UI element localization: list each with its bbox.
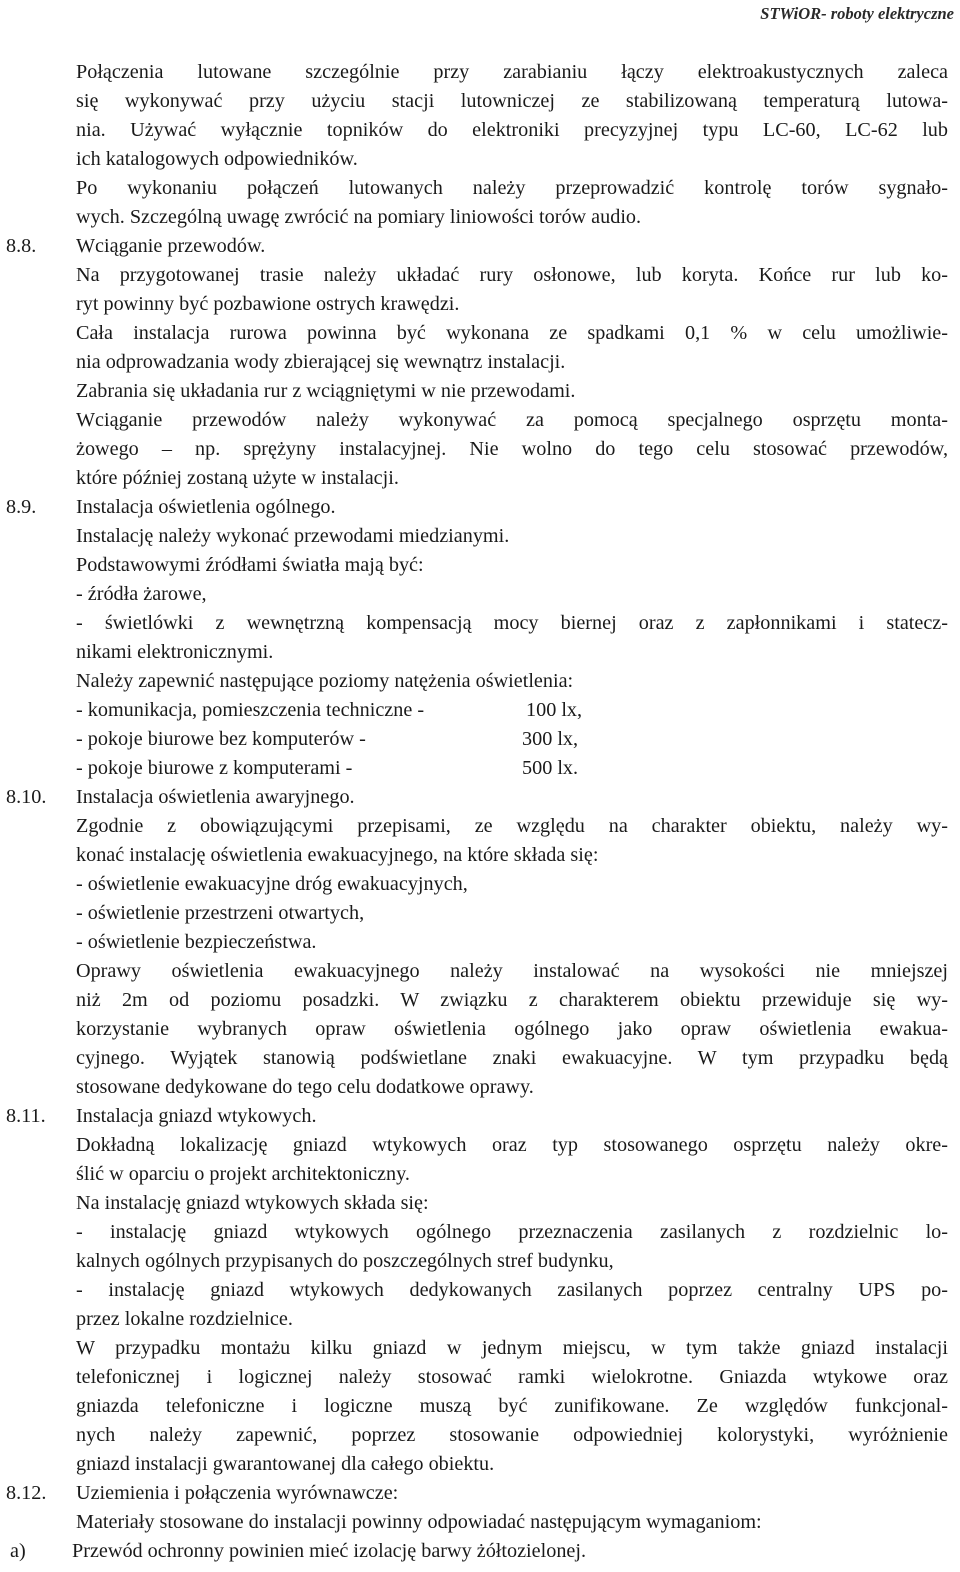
paragraph-line: ryt powinny być pozbawione ostrych krawędzi. bbox=[76, 293, 460, 315]
section-title: Instalacja oświetlenia ogólnego. bbox=[76, 496, 336, 518]
illuminance-row bbox=[76, 754, 948, 783]
paragraph-line: cyjnego. Wyjątek stanowią podświetlane znaki ewakuacyjne. W tym przypadku będą bbox=[76, 1047, 948, 1069]
section-number: 8.10. bbox=[6, 786, 47, 808]
paragraph-line: żowego – np. sprężyny instalacyjnej. Nie wolno do tego celu stosować przewodów, bbox=[76, 438, 948, 460]
list-item: - oświetlenie ewakuacyjne dróg ewakuacyjnych, bbox=[76, 873, 468, 895]
paragraph-line: stosowane dedykowane do tego celu dodatkowe oprawy. bbox=[76, 1076, 534, 1098]
intro-line: nia. Używać wyłącznie topników do elektroniki precyzyjnej typu LC-60, LC-62 lub bbox=[76, 119, 948, 141]
illuminance-row bbox=[76, 696, 948, 725]
paragraph-line: ślić w oparciu o projekt architektoniczny. bbox=[76, 1163, 410, 1185]
illuminance-value: 100 lx, bbox=[526, 699, 583, 721]
paragraph-line: nych należy zapewnić, poprzez stosowanie odpowiedniej kolorystyki, wyróżnienie bbox=[76, 1424, 948, 1446]
paragraph-line: gniazd instalacji gwarantowanej dla całego obiektu. bbox=[76, 1453, 495, 1475]
intro-line: wych. Szczególną uwagę zwrócić na pomiary liniowości torów audio. bbox=[76, 206, 642, 228]
illuminance-label: - komunikacja, pomieszczenia techniczne - bbox=[76, 699, 425, 721]
section-title: Uziemienia i połączenia wyrównawcze: bbox=[76, 1482, 399, 1504]
illuminance-row bbox=[76, 725, 948, 754]
illuminance-label: - pokoje biurowe z komputerami - bbox=[76, 757, 353, 779]
page-header: STWiOR- roboty elektryczne bbox=[760, 4, 954, 23]
paragraph-line: Dokładną lokalizację gniazd wtykowych oraz typ stosowanego osprzętu należy okre- bbox=[76, 1134, 948, 1156]
paragraph-line: korzystanie wybranych opraw oświetlenia ogólnego jako opraw oświetlenia ewakua- bbox=[76, 1018, 948, 1040]
paragraph-line: niż 2m od poziomu posadzki. W związku z charakterem obiektu przewiduje się wy- bbox=[76, 989, 948, 1011]
section-title: Wciąganie przewodów. bbox=[76, 235, 266, 257]
list-item: - instalację gniazd wtykowych ogólnego przeznaczenia zasilanych z rozdzielnic lo- bbox=[76, 1221, 948, 1243]
paragraph-line: które później zostaną użyte w instalacji. bbox=[76, 467, 399, 489]
paragraph-line: Oprawy oświetlenia ewakuacyjnego należy instalować na wysokości nie mniejszej bbox=[76, 960, 948, 982]
paragraph-line: Należy zapewnić następujące poziomy natężenia oświetlenia: bbox=[76, 670, 574, 692]
paragraph-line: Podstawowymi źródłami światła mają być: bbox=[76, 554, 424, 576]
section-number: 8.11. bbox=[6, 1105, 46, 1127]
paragraph-line: Na instalację gniazd wtykowych składa się: bbox=[76, 1192, 429, 1214]
paragraph-line: telefonicznej i logicznej należy stosować ramki wielokrotne. Gniazda wtykowe oraz bbox=[76, 1366, 948, 1388]
section-number: 8.9. bbox=[6, 496, 37, 518]
section-number: 8.8. bbox=[6, 235, 37, 257]
list-item: przez lokalne rozdzielnice. bbox=[76, 1308, 293, 1330]
intro-line: ich katalogowych odpowiedników. bbox=[76, 148, 358, 170]
list-item: Przewód ochronny powinien mieć izolację barwy żółtozielonej. bbox=[72, 1540, 587, 1562]
illuminance-value: 300 lx, bbox=[522, 728, 579, 750]
intro-line: Połączenia lutowane szczególnie przy zarabianiu łączy elektroakustycznych zaleca bbox=[76, 61, 948, 83]
list-item: - świetlówki z wewnętrzną kompensacją mocy biernej oraz z zapłonnikami i statecz- bbox=[76, 612, 948, 634]
paragraph-line: gniazda telefoniczne i logiczne muszą być zunifikowane. Ze względów funkcjonal- bbox=[76, 1395, 948, 1417]
paragraph-line: Cała instalacja rurowa powinna być wykonana ze spadkami 0,1 % w celu umożliwie- bbox=[76, 322, 948, 344]
list-item: - źródła żarowe, bbox=[76, 583, 207, 605]
paragraph-line: W przypadku montażu kilku gniazd w jednym miejscu, w tym także gniazd instalacji bbox=[76, 1337, 948, 1359]
paragraph-line: Zabrania się układania rur z wciągniętymi w nie przewodami. bbox=[76, 380, 576, 402]
paragraph-line: Zgodnie z obowiązującymi przepisami, ze względu na charakter obiektu, należy wy- bbox=[76, 815, 948, 837]
list-marker: a) bbox=[10, 1540, 26, 1562]
section-number: 8.12. bbox=[6, 1482, 47, 1504]
section-title: Instalacja oświetlenia awaryjnego. bbox=[76, 786, 355, 808]
paragraph-line: konać instalację oświetlenia ewakuacyjnego, na które składa się: bbox=[76, 844, 599, 866]
paragraph-line: Na przygotowanej trasie należy układać rury osłonowe, lub koryta. Końce rur lub ko- bbox=[76, 264, 948, 286]
list-item: - oświetlenie bezpieczeństwa. bbox=[76, 931, 317, 953]
list-item: kalnych ogólnych przypisanych do poszczególnych stref budynku, bbox=[76, 1250, 614, 1272]
paragraph-line: Materiały stosowane do instalacji powinny odpowiadać następującym wymaganiom: bbox=[76, 1511, 762, 1533]
intro-line: Po wykonaniu połączeń lutowanych należy przeprowadzić kontrolę torów sygnało- bbox=[76, 177, 948, 199]
section-title: Instalacja gniazd wtykowych. bbox=[76, 1105, 317, 1127]
illuminance-value: 500 lx. bbox=[522, 757, 579, 779]
list-item: nikami elektronicznymi. bbox=[76, 641, 274, 663]
illuminance-label: - pokoje biurowe bez komputerów - bbox=[76, 728, 366, 750]
list-item: - instalację gniazd wtykowych dedykowanych zasilanych poprzez centralny UPS po- bbox=[76, 1279, 948, 1301]
list-item: - oświetlenie przestrzeni otwartych, bbox=[76, 902, 365, 924]
paragraph-line: nia odprowadzania wody zbierającej się wewnątrz instalacji. bbox=[76, 351, 566, 373]
intro-line: się wykonywać przy użyciu stacji lutowniczej ze stabilizowaną temperaturą lutowa- bbox=[76, 90, 948, 112]
paragraph-line: Wciąganie przewodów należy wykonywać za pomocą specjalnego osprzętu monta- bbox=[76, 409, 948, 431]
paragraph-line: Instalację należy wykonać przewodami miedzianymi. bbox=[76, 525, 510, 547]
